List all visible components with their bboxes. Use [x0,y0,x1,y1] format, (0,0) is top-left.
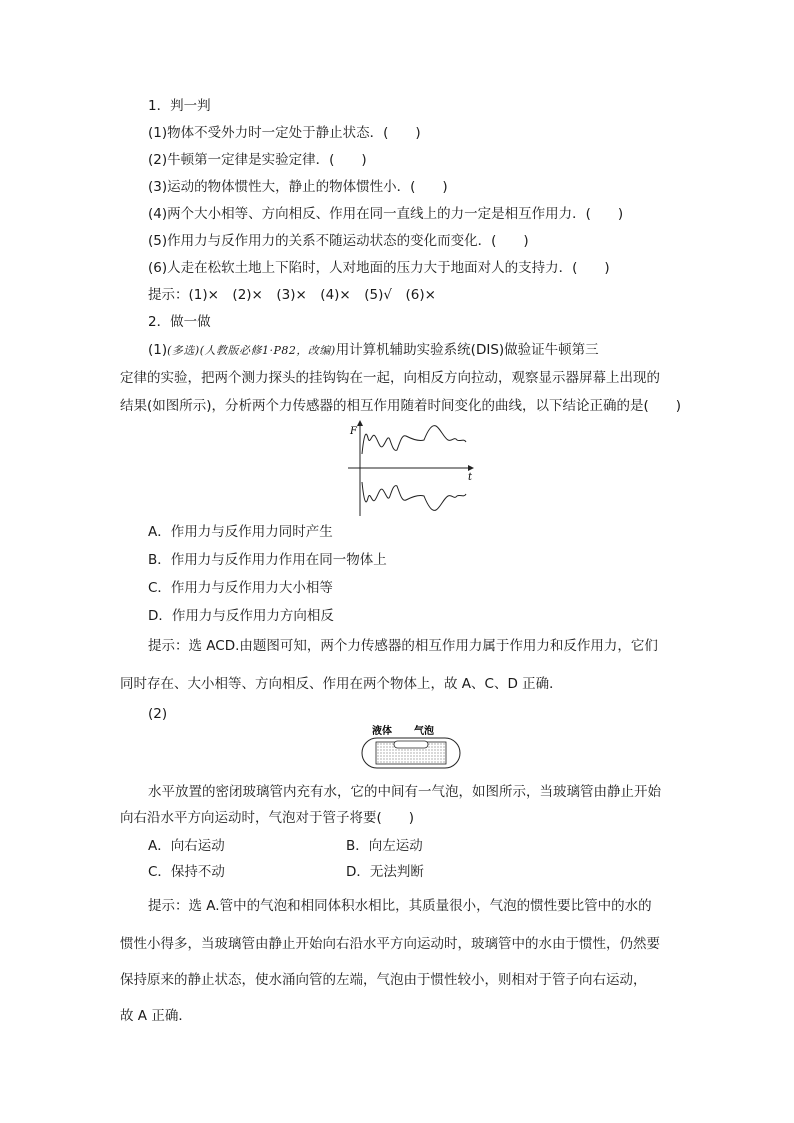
q2-option-d: D．无法判断 [346,864,424,880]
q1-line-1-rest: 用计算机辅助实验系统(DIS)做验证牛顿第三 [335,342,599,358]
q2-option-c: C．保持不动 [148,864,225,880]
q2-option-a: A．向右运动 [148,838,225,854]
lower-force-curve [362,482,466,510]
q2-option-b: B．向左运动 [346,838,423,854]
upper-force-curve [362,426,466,454]
q2-hint-line-1: 提示：选 A.管中的气泡和相同体积水相比，其质量很小，气泡的惯性要比管中的水的 [148,898,652,914]
q1-source-tag: (多选)(人教版必修1·P82，改编) [167,344,336,357]
q1-hint-line-1: 提示：选 ACD.由题图可知，两个力传感器的相互作用力属于作用力和反作用力，它们 [148,638,658,654]
q2-hint-line-2: 惯性小得多，当玻璃管由静止开始向右沿水平方向运动时，玻璃管中的水由于惯性，仍然要 [120,936,660,952]
judge-item-2: (2)牛顿第一定律是实验定律．( ) [148,152,367,168]
q2-hint-line-4: 故 A 正确． [120,1008,192,1024]
q1-option-b: B．作用力与反作用力作用在同一物体上 [148,552,387,568]
bubble-label: 气泡 [414,726,434,737]
bubble-shape [394,741,428,748]
judge-item-1: (1)物体不受外力时一定处于静止状态．( ) [148,125,421,141]
judge-item-3: (3)运动的物体惯性大，静止的物体惯性小．( ) [148,179,448,195]
q1-prefix: (1) [148,342,168,358]
q1-hint-line-2: 同时存在、大小相等、方向相反、作用在两个物体上，故 A、C、D 正确． [120,676,563,692]
liquid-label: 液体 [372,726,392,737]
section-heading-judge: 1．判一判 [148,98,211,114]
q2-line-1: 水平放置的密闭玻璃管内充有水，它的中间有一气泡，如图所示，当玻璃管由静止开始 [148,784,661,800]
q1-option-d: D．作用力与反作用力方向相反 [148,608,334,624]
q1-line-2: 定律的实验，把两个测力探头的挂钩钩在一起，向相反方向拉动，观察显示器屏幕上出现的 [120,370,660,386]
q2-hint-line-3: 保持原来的静止状态，使水涌向管的左端，气泡由于惯性较小，则相对于管子向右运动， [120,972,647,988]
judge-item-4: (4)两个大小相等、方向相反、作用在同一直线上的力一定是相互作用力．( ) [148,206,624,222]
y-axis-label: F [350,426,357,437]
section-heading-do: 2．做一做 [148,314,211,330]
q1-line-3: 结果(如图所示)，分析两个力传感器的相互作用随着时间变化的曲线，以下结论正确的是( ) [120,398,682,414]
q1-option-c: C．作用力与反作用力大小相等 [148,580,333,596]
q1-option-a: A．作用力与反作用力同时产生 [148,524,333,540]
glass-tube-diagram [356,722,466,772]
q2-prefix: (2) [148,706,168,722]
x-axis-label: t [468,472,473,483]
judge-hint: 提示：(1)× (2)× (3)× (4)× (5)√ (6)× [148,287,436,303]
force-time-graph [340,420,480,518]
judge-item-6: (6)人走在松软土地上下陷时，人对地面的压力大于地面对人的支持力．( ) [148,260,610,276]
q1-line-1 [148,340,599,361]
q2-line-2: 向右沿水平方向运动时，气泡对于管子将要( ) [120,810,415,826]
judge-item-5: (5)作用力与反作用力的关系不随运动状态的变化而变化．( ) [148,233,529,249]
